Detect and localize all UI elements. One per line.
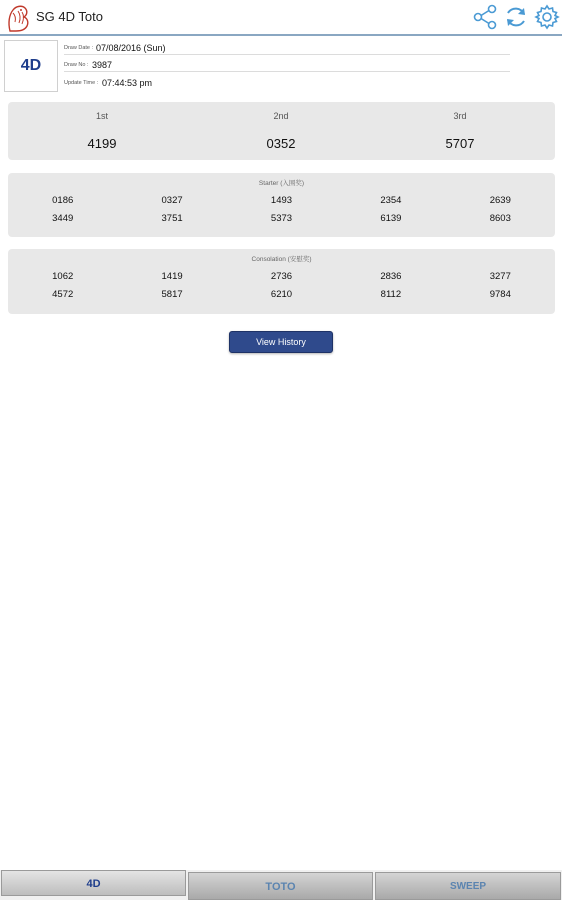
update-time-value: 07:44:53 pm (102, 78, 153, 88)
share-icon[interactable] (472, 4, 498, 30)
consolation-panel (8, 249, 555, 314)
second-prize-number: 0352 (266, 136, 296, 151)
draw-date-value: 07/08/2016 (Sun) (96, 43, 166, 53)
starter-number: 2354 (380, 195, 402, 206)
view-history-button[interactable]: View History (229, 331, 333, 353)
starter-number: 3449 (52, 213, 74, 224)
consolation-number: 6210 (270, 289, 293, 300)
starter-panel (8, 173, 555, 237)
consolation-title: Consolation (安慰奖) (251, 256, 312, 263)
second-prize-label: 2nd (273, 111, 289, 121)
top-prizes-panel (8, 102, 555, 160)
third-prize-number: 5707 (445, 136, 475, 151)
starter-number: 0186 (52, 195, 74, 206)
consolation-number: 8112 (380, 289, 402, 300)
starter-number: 2639 (489, 195, 511, 206)
starter-title: Starter (入围奖) (258, 180, 305, 187)
starter-number: 6139 (380, 213, 402, 224)
app-title: SG 4D Toto (36, 9, 103, 24)
starter-number: 8603 (489, 213, 511, 224)
first-prize-number: 4199 (87, 136, 117, 151)
draw-info (0, 36, 562, 96)
refresh-icon[interactable] (503, 4, 529, 30)
bottom-tab-bar (0, 870, 562, 900)
4d-logo (4, 40, 58, 92)
consolation-number: 2736 (270, 271, 293, 282)
tab-4d[interactable]: 4D (1, 870, 186, 896)
tab-sweep[interactable]: SWEEP (375, 872, 561, 900)
starter-number: 1493 (270, 195, 293, 206)
consolation-number: 3277 (489, 271, 511, 282)
update-time-row (64, 72, 510, 89)
tab-toto[interactable]: TOTO (188, 872, 373, 900)
second-prize (190, 102, 372, 160)
consolation-grid (8, 270, 555, 301)
consolation-number: 5817 (161, 289, 183, 300)
third-prize (369, 102, 551, 160)
starter-number: 3751 (161, 213, 183, 224)
consolation-number: 1419 (161, 271, 183, 282)
draw-no-row (64, 55, 510, 72)
update-time-label: Update Time : (64, 80, 99, 86)
merlion-logo-icon (4, 3, 32, 33)
starter-number: 5373 (270, 213, 293, 224)
gear-icon[interactable] (534, 4, 560, 30)
draw-date-label: Draw Date : (64, 45, 94, 51)
app-bar (0, 0, 562, 36)
draw-no-label: Draw No : (64, 62, 89, 68)
starter-number: 0327 (161, 195, 183, 206)
first-prize-label: 1st (95, 111, 108, 121)
draw-no-value: 3987 (92, 60, 113, 70)
third-prize-label: 3rd (453, 111, 467, 121)
consolation-number: 2836 (380, 271, 402, 282)
starter-grid (8, 194, 555, 225)
consolation-number: 9784 (489, 289, 511, 300)
consolation-number: 4572 (52, 289, 74, 300)
4d-logo-text: 4D (20, 57, 42, 74)
consolation-number: 1062 (52, 271, 74, 282)
first-prize (11, 102, 193, 160)
draw-date-row (64, 38, 510, 55)
